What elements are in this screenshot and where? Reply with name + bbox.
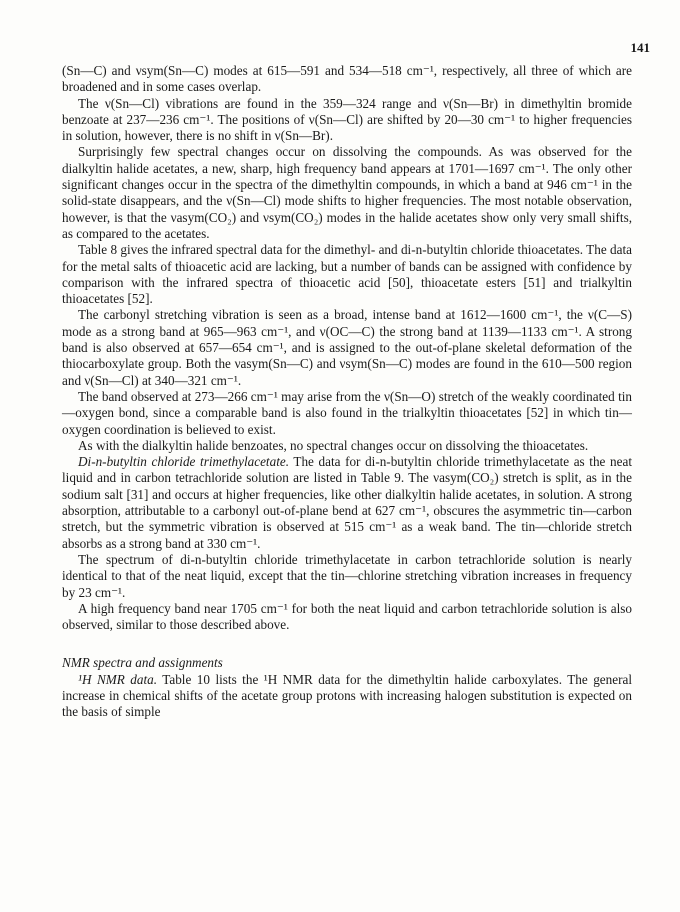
paragraph-7: As with the dialkyltin halide benzoates, no spectral changes occur on dissolving the thioacetates.: [78, 437, 589, 453]
section-subheading: ¹H NMR data.: [78, 671, 157, 687]
section-paragraph-body: Table 10 lists the ¹H NMR data for the dimethyltin halide carboxylates. The general increase in chemical shifts of the acetate group protons with increasing halogen substitution is expected on the basis of simple: [62, 671, 632, 720]
body-text: [62, 63, 632, 721]
paragraph-3: Surprisingly few spectral changes occur on dissolving the compounds. As was observed for the dialkyltin halide acetates, a new, sharp, high frequency band appears at 1701—1697 cm⁻¹. The only other significant changes occur in the spectra of the dimethyltin compounds, in which a band at 946 cm⁻¹ in the solid-state disappears, and the ν(Sn—Cl) mode shifts to higher frequencies. The most notable observation, however, is that the νasym(CO₂) and νsym(CO₂) modes in the halide acetates show only very small shifts, as compared to the acetates.: [62, 144, 632, 241]
section-heading: NMR spectra and assignments: [62, 655, 223, 671]
paragraph-2: The ν(Sn—Cl) vibrations are found in the 359—324 range and ν(Sn—Br) in dimethyltin bromide benzoate at 237—236 cm⁻¹. The positions of ν(Sn—Cl) are shifted by 20—30 cm⁻¹ to higher frequencies in solution, however, there is no shift in ν(Sn—Br).: [62, 95, 632, 144]
section-paragraph: [62, 672, 632, 721]
paragraph-4: Table 8 gives the infrared spectral data for the dimethyl- and di-n-butyltin chloride thioacetates. The data for the metal salts of thioacetic acid are lacking, but a number of bands can be assigned with confidence by comparison with the infrared spectra of thioacetic acid [50], thioacetate esters [51] and trialkyltin thioacetates [52].: [62, 242, 632, 307]
paragraph-6: The band observed at 273—266 cm⁻¹ may arise from the ν(Sn—O) stretch of the weakly coordinated tin—oxygen bond, since a comparable band is also found in the trialkyltin thioacetates [52] in which tin—oxygen coordination is believed to exist.: [62, 388, 632, 437]
paragraph-10: A high frequency band near 1705 cm⁻¹ for both the neat liquid and carbon tetrachloride solution is also observed, similar to those described above.: [62, 600, 632, 633]
paragraph-8: [62, 454, 632, 552]
page-number: 141: [630, 40, 650, 55]
paragraph-5: The carbonyl stretching vibration is seen as a broad, intense band at 1612—1600 cm⁻¹, the ν(C—S) mode as a strong band at 965—963 cm⁻¹, and ν(OC—C) the strong band at 1139—1133 cm⁻¹. A strong band is also observed at 657—654 cm⁻¹, and is assigned to the out-of-plane skeletal deformation of the thiocarboxylate group. Both the νasym(Sn—C) and νsym(Sn—C) modes are found in the 610—500 region and ν(Sn—Cl) at 340—321 cm⁻¹.: [62, 307, 632, 388]
paragraph-1: (Sn—C) and νsym(Sn—C) modes at 615—591 and 534—518 cm⁻¹, respectively, all three of which are broadened and in some cases overlap.: [62, 63, 632, 95]
paragraph-8-lead: Di-n-butyltin chloride trimethylacetate.: [78, 454, 290, 470]
paragraph-8-body: The data for di-n-butyltin chloride trimethylacetate as the neat liquid and in carbon tetrachloride solution are listed in Table 9. The νasym(CO₂) stretch is split, as in the sodium salt [31] and occurs at higher frequencies, like other dialkyltin halide acetates, in solution. A strong absorption, attributable to a carbonyl out-of-plane bend at 627 cm⁻¹, obscures the asymmetric tin—carbon stretch, but the symmetric vibration is observed at 515 cm⁻¹ as a weak band. The tin—chloride stretch absorbs as a strong band at 330 cm⁻¹.: [62, 454, 632, 551]
paragraph-9: The spectrum of di-n-butyltin chloride trimethylacetate in carbon tetrachloride solution is nearly identical to that of the neat liquid, except that the tin—chlorine stretching vibration increases in frequency by 23 cm⁻¹.: [62, 551, 632, 600]
